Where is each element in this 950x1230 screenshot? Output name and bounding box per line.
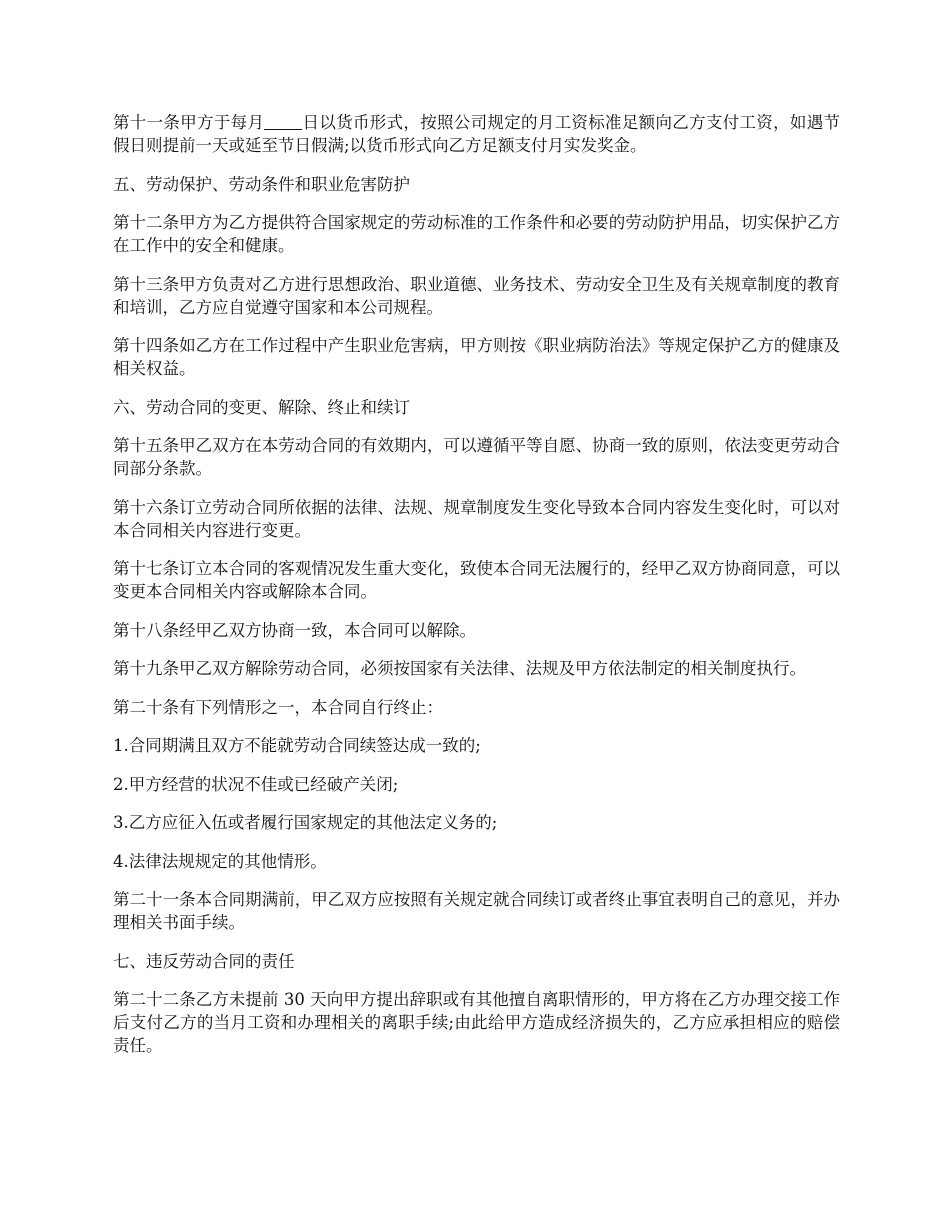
article-21-paragraph: 第二十一条本合同期满前，甲乙双方应按照有关规定就合同续订或者终止事宜表明自己的意见，并办理相关书面手续。 (113, 890, 840, 932)
list-item-1: 1.合同期满且双方不能就劳动合同续签达成一致的; (113, 736, 481, 755)
article-17-paragraph: 第十七条订立本合同的客观情况发生重大变化，致使本合同无法履行的，经甲乙双方协商同意，可以变更本合同相关内容或解除本合同。 (113, 559, 840, 601)
article-15-paragraph: 第十五条甲乙双方在本劳动合同的有效期内，可以遵循平等自愿、协商一致的原则，依法变更劳动合同部分条款。 (113, 436, 840, 478)
article-12-paragraph: 第十二条甲方为乙方提供符合国家规定的劳动标准的工作条件和必要的劳动防护用品，切实保护乙方在工作中的安全和健康。 (113, 213, 840, 255)
article-16-paragraph: 第十六条订立劳动合同所依据的法律、法规、规章制度发生变化导致本合同内容发生变化时，可以对本合同相关内容进行变更。 (113, 497, 840, 540)
article-22-paragraph: 第二十二条乙方未提前 30 天向甲方提出辞职或有其他擅自离职情形的，甲方将在乙方办理交接工作后支付乙方的当月工资和办理相关的离职手续;由此给甲方造成经济损失的，乙方应承担相应的赔偿责任。 (113, 990, 840, 1055)
article-11-paragraph (113, 111, 840, 157)
article-20-paragraph: 第二十条有下列情形之一，本合同自行终止： (113, 697, 443, 717)
article-11-text-before-blank: 第十一条甲方于每月 (113, 113, 265, 132)
list-item-4: 4.法律法规规定的其他情形。 (113, 851, 327, 871)
section-7-heading: 七、违反劳动合同的责任 (113, 951, 295, 971)
article-19-paragraph: 第十九条甲乙双方解除劳动合同，必须按国家有关法律、法规及甲方依法制定的相关制度执行。 (113, 659, 806, 678)
list-item-3: 3.乙方应征入伍或者履行国家规定的其他法定义务的; (113, 813, 498, 832)
list-item-2: 2.甲方经营的状况不佳或已经破产关闭; (113, 774, 399, 794)
article-11-text-after-blank: 日以货币形式，按照公司规定的月工资标准足额向乙方支付工资，如遇节假日则提前一天或延至节日假满;以货币形式向乙方足额支付月实发奖金。 (113, 113, 841, 155)
article-13-paragraph: 第十三条甲方负责对乙方进行思想政治、职业道德、业务技术、劳动安全卫生及有关规章制度的教育和培训，乙方应自觉遵守国家和本公司规程。 (113, 274, 840, 317)
article-18-paragraph: 第十八条经甲乙双方协商一致，本合同可以解除。 (113, 620, 476, 640)
article-14-paragraph: 第十四条如乙方在工作过程中产生职业危害病，甲方则按《职业病防治法》等规定保护乙方的健康及相关权益。 (113, 336, 840, 378)
document-body (113, 111, 840, 1073)
section-6-heading: 六、劳动合同的变更、解除、终止和续订 (113, 397, 410, 417)
day-of-month-blank (264, 113, 302, 130)
section-5-heading: 五、劳动保护、劳动条件和职业危害防护 (113, 174, 410, 194)
